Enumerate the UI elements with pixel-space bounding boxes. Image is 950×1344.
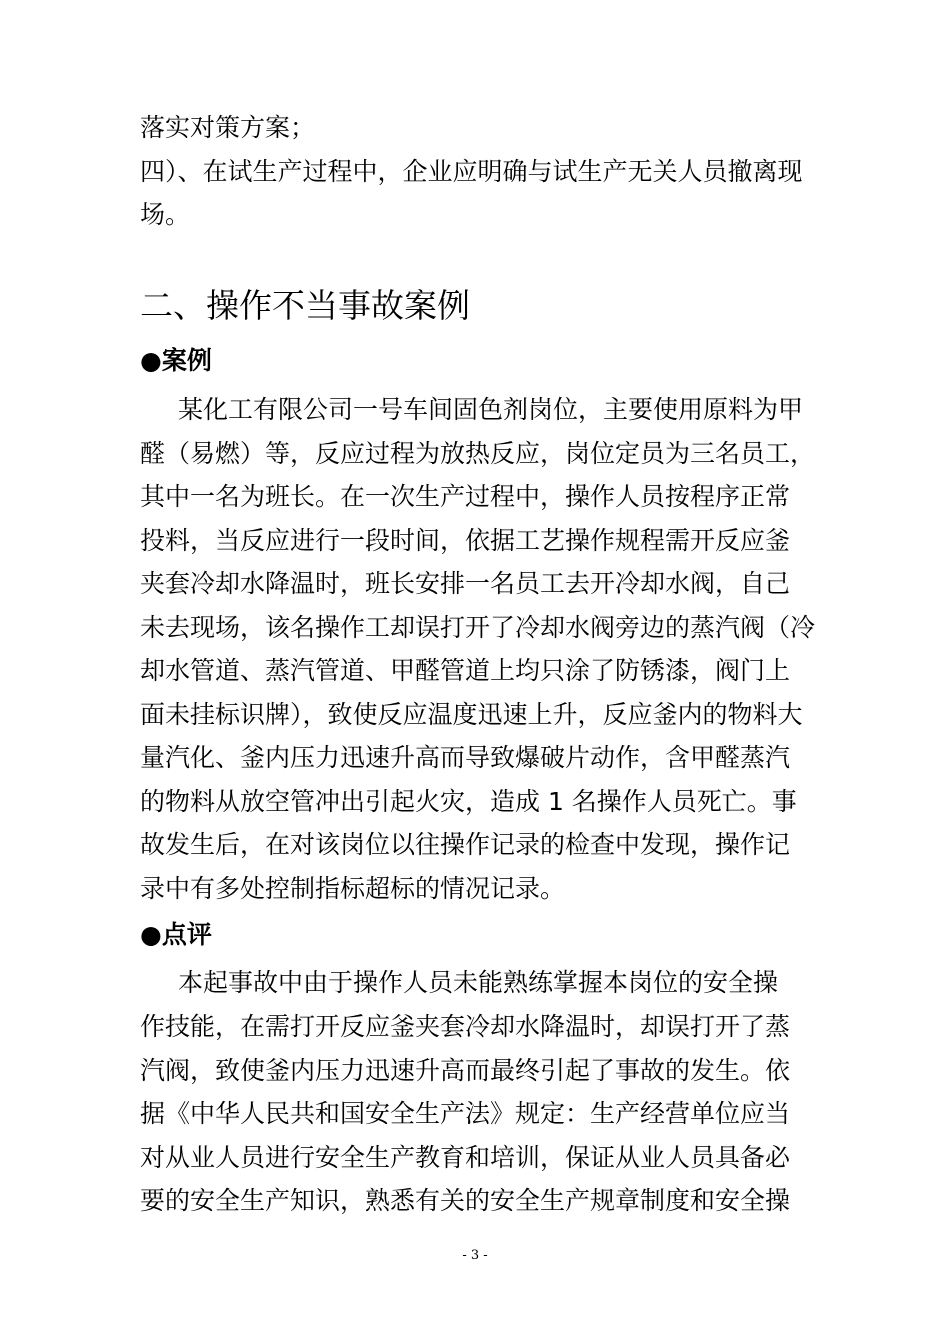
comment-line-1: 本起事故中由于操作人员未能熟练掌握本岗位的安全操 <box>178 968 779 997</box>
case-line-4: 投料，当反应进行一段时间，依据工艺操作规程需开反应釜 <box>140 526 791 555</box>
case-line-6: 未去现场，该名操作工却误打开了冷却水阀旁边的蒸汽阀（冷 <box>140 613 816 642</box>
comment-line-6: 要的安全生产知识，熟悉有关的安全生产规章制度和安全操 <box>140 1186 791 1215</box>
case-line-12: 录中有多处控制指标超标的情况记录。 <box>140 874 566 903</box>
case-line-11: 故发生后，在对该岗位以往操作记录的检查中发现，操作记 <box>140 830 791 859</box>
intro-line-3: 场。 <box>140 200 191 229</box>
comment-line-3: 汽阀，致使釜内压力迅速升高而最终引起了事故的发生。依 <box>140 1056 791 1085</box>
case-line-9: 量汽化、釜内压力迅速升高而导致爆破片动作，含甲醛蒸汽 <box>140 743 791 772</box>
intro-line-1: 落实对策方案； <box>140 113 316 142</box>
case-line-5: 夹套冷却水降温时，班长安排一名员工去开冷却水阀，自己 <box>140 569 791 598</box>
case-line-2: 醛（易燃）等，反应过程为放热反应，岗位定员为三名员工， <box>140 439 816 468</box>
page-number: - 3 - <box>462 1248 488 1263</box>
comment-line-2: 作技能，在需打开反应釜夹套冷却水降温时，却误打开了蒸 <box>140 1012 791 1041</box>
case-line-1: 某化工有限公司一号车间固色剂岗位，主要使用原料为甲 <box>178 395 804 424</box>
case-line-10: 的物料从放空管冲出引起火灾，造成 1 名操作人员死亡。事 <box>140 787 797 816</box>
case-line-3: 其中一名为班长。在一次生产过程中，操作人员按程序正常 <box>140 482 791 511</box>
case-line-8: 面未挂标识牌），致使反应温度迅速上升，反应釜内的物料大 <box>140 700 803 729</box>
comment-line-4: 据《中华人民共和国安全生产法》规定：生产经营单位应当 <box>140 1099 791 1128</box>
case-heading: ●案例 <box>140 346 212 375</box>
comment-line-5: 对从业人员进行安全生产教育和培训，保证从业人员具备必 <box>140 1143 791 1172</box>
intro-line-2: 四）、在试生产过程中，企业应明确与试生产无关人员撤离现 <box>140 157 803 186</box>
comment-heading: ●点评 <box>140 920 212 949</box>
case-line-7: 却水管道、蒸汽管道、甲醛管道上均只涂了防锈漆，阀门上 <box>140 656 791 685</box>
section-title: 二、操作不当事故案例 <box>140 286 470 325</box>
